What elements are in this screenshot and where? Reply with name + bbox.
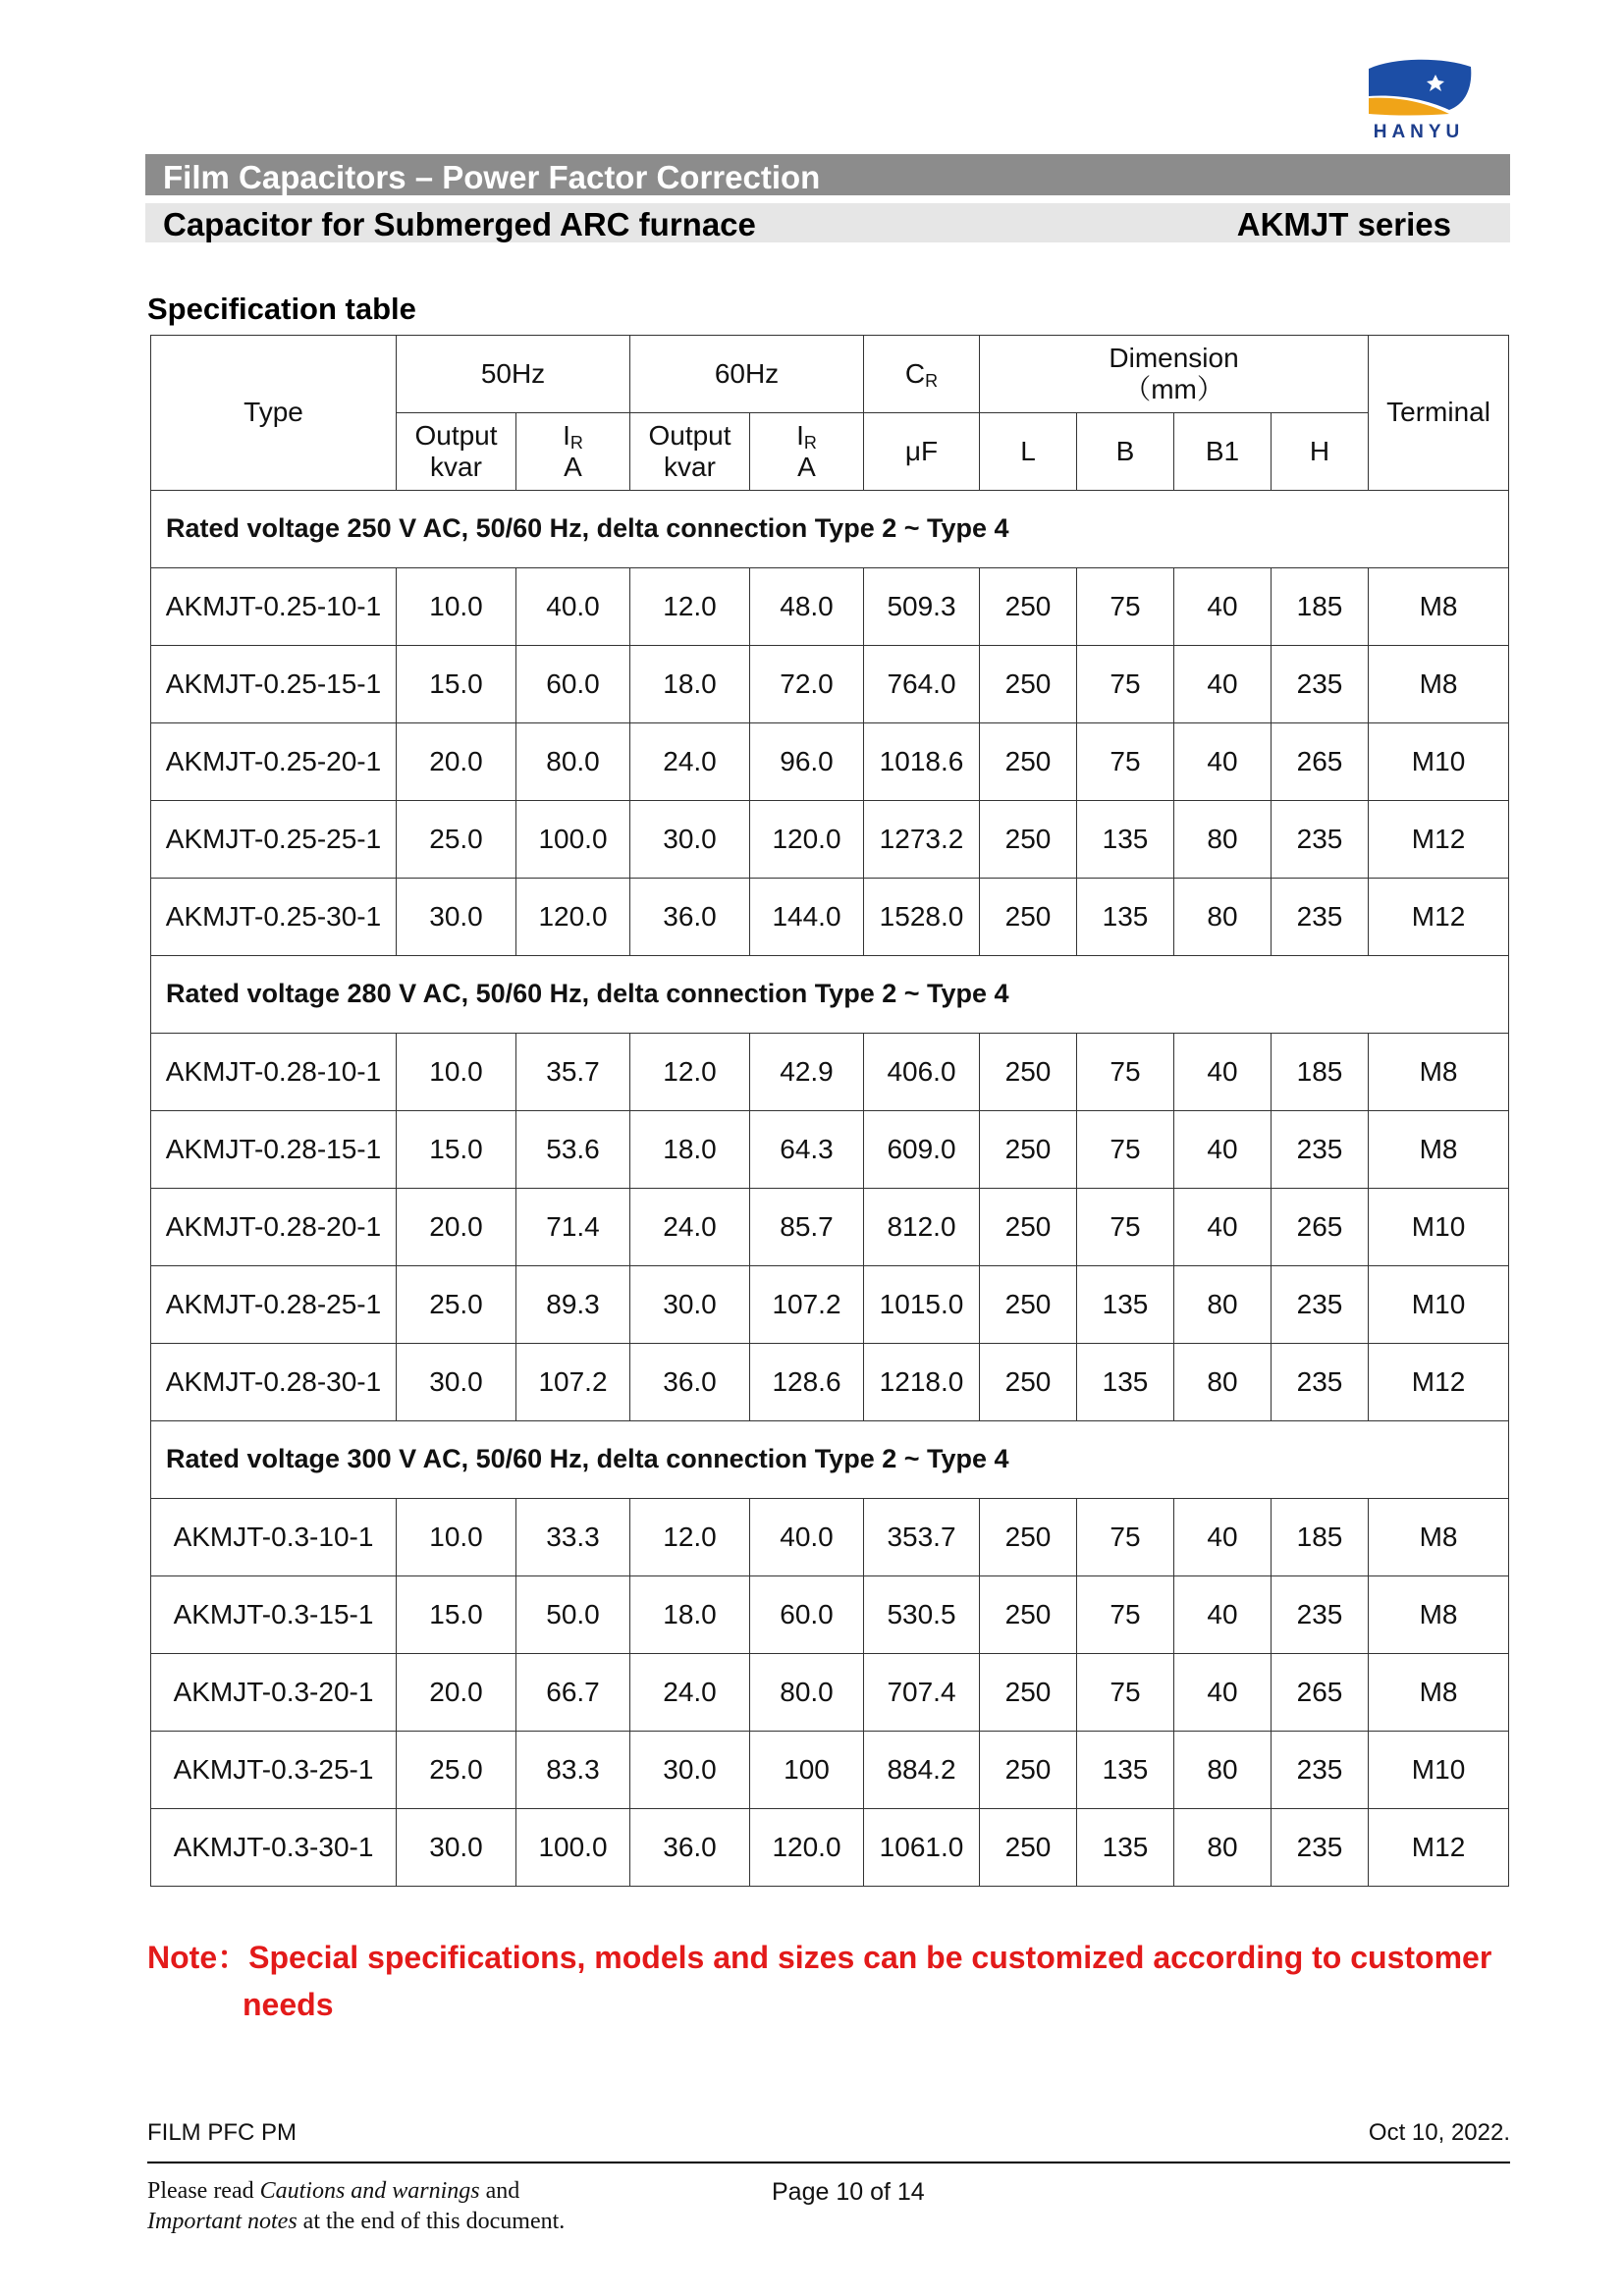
table-cell: 33.3 xyxy=(516,1499,630,1576)
type-cell: AKMJT-0.3-15-1 xyxy=(151,1576,397,1654)
table-cell: 40 xyxy=(1174,568,1272,646)
table-cell: 135 xyxy=(1077,1809,1174,1887)
table-cell: 100 xyxy=(750,1732,864,1809)
logo-text: HANYU xyxy=(1373,122,1465,142)
type-cell: AKMJT-0.3-25-1 xyxy=(151,1732,397,1809)
table-cell: 80 xyxy=(1174,879,1272,956)
ir-unit: A xyxy=(564,452,582,482)
table-cell: 265 xyxy=(1272,723,1369,801)
section-title: Rated voltage 250 V AC, 50/60 Hz, delta connection Type 2 ~ Type 4 xyxy=(151,491,1509,568)
table-cell: 40 xyxy=(1174,1499,1272,1576)
section-title: Rated voltage 300 V AC, 50/60 Hz, delta connection Type 2 ~ Type 4 xyxy=(151,1421,1509,1499)
table-cell: M10 xyxy=(1369,1189,1509,1266)
table-cell: 235 xyxy=(1272,1576,1369,1654)
table-cell: 135 xyxy=(1077,801,1174,879)
table-cell: 18.0 xyxy=(630,1576,750,1654)
table-cell: 71.4 xyxy=(516,1189,630,1266)
table-cell: 250 xyxy=(980,1732,1077,1809)
type-cell: AKMJT-0.28-30-1 xyxy=(151,1344,397,1421)
table-cell: 96.0 xyxy=(750,723,864,801)
table-row xyxy=(151,1344,1509,1421)
header-b: B xyxy=(1077,413,1174,491)
customization-note xyxy=(147,1934,1522,2028)
table-cell: 40.0 xyxy=(516,568,630,646)
footer-cautions-link: Cautions and warnings xyxy=(259,2178,480,2204)
output-unit: kvar xyxy=(430,452,482,482)
table-cell: 107.2 xyxy=(516,1344,630,1421)
table-cell: 250 xyxy=(980,1034,1077,1111)
table-cell: M12 xyxy=(1369,801,1509,879)
footer-reading-note xyxy=(147,2176,565,2237)
header-h: H xyxy=(1272,413,1369,491)
table-cell: 235 xyxy=(1272,1732,1369,1809)
table-cell: 75 xyxy=(1077,568,1174,646)
table-cell: 128.6 xyxy=(750,1344,864,1421)
table-cell: 48.0 xyxy=(750,568,864,646)
table-cell: 1018.6 xyxy=(864,723,980,801)
table-cell: 25.0 xyxy=(397,801,516,879)
table-cell: 10.0 xyxy=(397,1499,516,1576)
table-cell: 764.0 xyxy=(864,646,980,723)
table-cell: 120.0 xyxy=(750,1809,864,1887)
table-cell: M12 xyxy=(1369,879,1509,956)
type-cell: AKMJT-0.25-20-1 xyxy=(151,723,397,801)
output-unit: kvar xyxy=(664,452,716,482)
header-l: L xyxy=(980,413,1077,491)
table-cell: M10 xyxy=(1369,723,1509,801)
table-cell: M10 xyxy=(1369,1732,1509,1809)
table-cell: 250 xyxy=(980,801,1077,879)
output-label: Output xyxy=(648,419,731,451)
table-cell: 24.0 xyxy=(630,1654,750,1732)
table-cell: 40 xyxy=(1174,723,1272,801)
table-cell: 250 xyxy=(980,568,1077,646)
table-cell: 75 xyxy=(1077,1576,1174,1654)
table-cell: 250 xyxy=(980,879,1077,956)
header-terminal: Terminal xyxy=(1369,336,1509,491)
section-header-row xyxy=(151,491,1509,568)
table-cell: 107.2 xyxy=(750,1266,864,1344)
table-cell: 40 xyxy=(1174,1034,1272,1111)
table-cell: 75 xyxy=(1077,1189,1174,1266)
table-cell: 30.0 xyxy=(630,1732,750,1809)
table-row xyxy=(151,1499,1509,1576)
table-cell: 250 xyxy=(980,1344,1077,1421)
table-cell: 80.0 xyxy=(516,723,630,801)
table-row xyxy=(151,879,1509,956)
ir-sub: R xyxy=(803,432,817,453)
table-cell: 250 xyxy=(980,646,1077,723)
table-cell: 40 xyxy=(1174,1654,1272,1732)
table-cell: 80 xyxy=(1174,1732,1272,1809)
table-cell: 353.7 xyxy=(864,1499,980,1576)
table-cell: 40.0 xyxy=(750,1499,864,1576)
table-cell: 50.0 xyxy=(516,1576,630,1654)
table-cell: 18.0 xyxy=(630,1111,750,1189)
type-cell: AKMJT-0.3-10-1 xyxy=(151,1499,397,1576)
table-cell: M8 xyxy=(1369,1499,1509,1576)
table-cell: 89.3 xyxy=(516,1266,630,1344)
table-cell: 250 xyxy=(980,1189,1077,1266)
table-header-row xyxy=(151,336,1509,413)
table-cell: 250 xyxy=(980,1654,1077,1732)
table-cell: 15.0 xyxy=(397,1111,516,1189)
table-cell: 185 xyxy=(1272,1499,1369,1576)
table-cell: 80 xyxy=(1174,1809,1272,1887)
table-cell: 185 xyxy=(1272,568,1369,646)
table-cell: 30.0 xyxy=(630,1266,750,1344)
header-output-50 xyxy=(397,413,516,491)
header-title: Film Capacitors – Power Factor Correction xyxy=(163,159,821,195)
table-cell: M8 xyxy=(1369,1654,1509,1732)
table-cell: 75 xyxy=(1077,1499,1174,1576)
table-cell: 235 xyxy=(1272,801,1369,879)
header-b1: B1 xyxy=(1174,413,1272,491)
table-cell: 884.2 xyxy=(864,1732,980,1809)
table-cell: 72.0 xyxy=(750,646,864,723)
table-cell: 53.6 xyxy=(516,1111,630,1189)
table-cell: 20.0 xyxy=(397,1189,516,1266)
table-cell: 75 xyxy=(1077,723,1174,801)
section-title: Rated voltage 280 V AC, 50/60 Hz, delta connection Type 2 ~ Type 4 xyxy=(151,956,1509,1034)
table-cell: 75 xyxy=(1077,1034,1174,1111)
table-cell: 36.0 xyxy=(630,879,750,956)
table-row xyxy=(151,1732,1509,1809)
type-cell: AKMJT-0.3-30-1 xyxy=(151,1809,397,1887)
table-cell: 100.0 xyxy=(516,801,630,879)
footer-date: Oct 10, 2022. xyxy=(1368,2119,1510,2146)
table-cell: 1218.0 xyxy=(864,1344,980,1421)
header-50hz: 50Hz xyxy=(397,336,630,413)
table-cell: 235 xyxy=(1272,1266,1369,1344)
footer-doc-id: FILM PFC PM xyxy=(147,2119,298,2146)
table-cell: 75 xyxy=(1077,1654,1174,1732)
table-cell: 1273.2 xyxy=(864,801,980,879)
page-number: Page 10 of 14 xyxy=(772,2178,925,2206)
type-cell: AKMJT-0.25-10-1 xyxy=(151,568,397,646)
table-cell: 12.0 xyxy=(630,1034,750,1111)
table-cell: 12.0 xyxy=(630,568,750,646)
header-cr-sub: R xyxy=(925,370,939,391)
note-label: Note： xyxy=(147,1940,249,1975)
type-cell: AKMJT-0.3-20-1 xyxy=(151,1654,397,1732)
table-cell: 250 xyxy=(980,1111,1077,1189)
table-cell: 812.0 xyxy=(864,1189,980,1266)
type-cell: AKMJT-0.25-15-1 xyxy=(151,646,397,723)
footer-read-prefix: Please read xyxy=(147,2178,260,2204)
table-cell: 509.3 xyxy=(864,568,980,646)
table-cell: 250 xyxy=(980,1266,1077,1344)
table-cell: 707.4 xyxy=(864,1654,980,1732)
table-cell: 250 xyxy=(980,1576,1077,1654)
table-cell: 1528.0 xyxy=(864,879,980,956)
table-cell: 40 xyxy=(1174,1576,1272,1654)
table-cell: 35.7 xyxy=(516,1034,630,1111)
ir-label: I xyxy=(796,419,804,451)
section-header-row xyxy=(151,956,1509,1034)
table-cell: 144.0 xyxy=(750,879,864,956)
table-row xyxy=(151,1189,1509,1266)
header-type: Type xyxy=(151,336,397,491)
header-ir-50 xyxy=(516,413,630,491)
table-cell: 135 xyxy=(1077,1732,1174,1809)
table-cell: M8 xyxy=(1369,1576,1509,1654)
section-header-row xyxy=(151,1421,1509,1499)
table-cell: 40 xyxy=(1174,1189,1272,1266)
table-cell: 66.7 xyxy=(516,1654,630,1732)
table-cell: 406.0 xyxy=(864,1034,980,1111)
table-cell: 75 xyxy=(1077,646,1174,723)
table-cell: 20.0 xyxy=(397,723,516,801)
footer-divider xyxy=(147,2162,1510,2163)
table-row xyxy=(151,1809,1509,1887)
type-cell: AKMJT-0.25-30-1 xyxy=(151,879,397,956)
header-cr xyxy=(864,336,980,413)
table-row xyxy=(151,1034,1509,1111)
table-cell: 60.0 xyxy=(750,1576,864,1654)
table-cell: 530.5 xyxy=(864,1576,980,1654)
table-cell: 265 xyxy=(1272,1189,1369,1266)
spec-table-title: Specification table xyxy=(147,292,416,326)
ir-sub: R xyxy=(569,432,583,453)
footer-read-suffix: at the end of this document. xyxy=(297,2209,566,2234)
table-cell: M8 xyxy=(1369,646,1509,723)
table-cell: 85.7 xyxy=(750,1189,864,1266)
table-cell: 12.0 xyxy=(630,1499,750,1576)
table-cell: 10.0 xyxy=(397,1034,516,1111)
type-cell: AKMJT-0.28-20-1 xyxy=(151,1189,397,1266)
table-cell: 36.0 xyxy=(630,1344,750,1421)
table-cell: 1015.0 xyxy=(864,1266,980,1344)
series-name: AKMJT series xyxy=(1236,206,1451,242)
table-cell: 75 xyxy=(1077,1111,1174,1189)
type-cell: AKMJT-0.28-15-1 xyxy=(151,1111,397,1189)
header-output-60 xyxy=(630,413,750,491)
table-cell: 250 xyxy=(980,723,1077,801)
subheader-band xyxy=(145,203,1510,242)
table-cell: M10 xyxy=(1369,1266,1509,1344)
ir-label: I xyxy=(563,419,570,451)
output-label: Output xyxy=(414,419,498,451)
table-cell: 250 xyxy=(980,1499,1077,1576)
table-cell: 40 xyxy=(1174,646,1272,723)
table-cell: 24.0 xyxy=(630,723,750,801)
table-cell: 120.0 xyxy=(516,879,630,956)
table-row xyxy=(151,1576,1509,1654)
table-cell: 15.0 xyxy=(397,1576,516,1654)
table-cell: 20.0 xyxy=(397,1654,516,1732)
table-cell: 30.0 xyxy=(397,1344,516,1421)
table-cell: 265 xyxy=(1272,1654,1369,1732)
table-cell: 120.0 xyxy=(750,801,864,879)
table-cell: 60.0 xyxy=(516,646,630,723)
product-subtitle: Capacitor for Submerged ARC furnace xyxy=(163,206,756,242)
table-cell: 30.0 xyxy=(630,801,750,879)
header-dimension-unit: （mm） xyxy=(1123,374,1224,404)
header-60hz: 60Hz xyxy=(630,336,864,413)
header-band xyxy=(145,154,1510,195)
table-cell: 235 xyxy=(1272,646,1369,723)
table-cell: 100.0 xyxy=(516,1809,630,1887)
table-cell: M8 xyxy=(1369,1034,1509,1111)
spec-table xyxy=(150,335,1509,1887)
table-row xyxy=(151,646,1509,723)
ir-unit: A xyxy=(797,452,816,482)
table-cell: 80 xyxy=(1174,1266,1272,1344)
table-cell: 30.0 xyxy=(397,879,516,956)
table-row xyxy=(151,568,1509,646)
table-row xyxy=(151,801,1509,879)
table-cell: 80.0 xyxy=(750,1654,864,1732)
table-cell: 30.0 xyxy=(397,1809,516,1887)
table-cell: M8 xyxy=(1369,568,1509,646)
table-cell: 36.0 xyxy=(630,1809,750,1887)
table-cell: 83.3 xyxy=(516,1732,630,1809)
table-cell: 80 xyxy=(1174,801,1272,879)
hanyu-logo-icon xyxy=(1355,59,1483,128)
footer-read-and: and xyxy=(479,2178,520,2204)
table-row xyxy=(151,1654,1509,1732)
table-cell: 40 xyxy=(1174,1111,1272,1189)
table-cell: 135 xyxy=(1077,1266,1174,1344)
table-row xyxy=(151,1111,1509,1189)
table-cell: M12 xyxy=(1369,1809,1509,1887)
table-cell: 185 xyxy=(1272,1034,1369,1111)
table-cell: 24.0 xyxy=(630,1189,750,1266)
table-cell: 64.3 xyxy=(750,1111,864,1189)
table-cell: 135 xyxy=(1077,1344,1174,1421)
type-cell: AKMJT-0.25-25-1 xyxy=(151,801,397,879)
table-cell: 235 xyxy=(1272,1809,1369,1887)
table-cell: 250 xyxy=(980,1809,1077,1887)
header-uf: μF xyxy=(864,413,980,491)
table-cell: 235 xyxy=(1272,1344,1369,1421)
table-cell: 25.0 xyxy=(397,1266,516,1344)
note-text-line2: needs xyxy=(243,1987,334,2022)
footer-important-notes: Important notes xyxy=(147,2209,298,2234)
table-cell: 25.0 xyxy=(397,1732,516,1809)
table-cell: 10.0 xyxy=(397,568,516,646)
table-cell: 609.0 xyxy=(864,1111,980,1189)
table-cell: 1061.0 xyxy=(864,1809,980,1887)
table-row xyxy=(151,1266,1509,1344)
table-cell: M8 xyxy=(1369,1111,1509,1189)
header-ir-60 xyxy=(750,413,864,491)
type-cell: AKMJT-0.28-25-1 xyxy=(151,1266,397,1344)
type-cell: AKMJT-0.28-10-1 xyxy=(151,1034,397,1111)
table-cell: 235 xyxy=(1272,1111,1369,1189)
table-cell: M12 xyxy=(1369,1344,1509,1421)
header-dimension xyxy=(980,336,1369,413)
table-cell: 135 xyxy=(1077,879,1174,956)
note-text-line1: Special specifications, models and sizes can be customized according to customer xyxy=(248,1940,1492,1975)
table-cell: 18.0 xyxy=(630,646,750,723)
table-row xyxy=(151,723,1509,801)
header-cr-main: C xyxy=(904,357,926,389)
company-logo xyxy=(1355,59,1483,145)
table-cell: 235 xyxy=(1272,879,1369,956)
table-cell: 42.9 xyxy=(750,1034,864,1111)
table-cell: 15.0 xyxy=(397,646,516,723)
table-cell: 80 xyxy=(1174,1344,1272,1421)
header-dimension-label: Dimension xyxy=(1109,342,1239,373)
